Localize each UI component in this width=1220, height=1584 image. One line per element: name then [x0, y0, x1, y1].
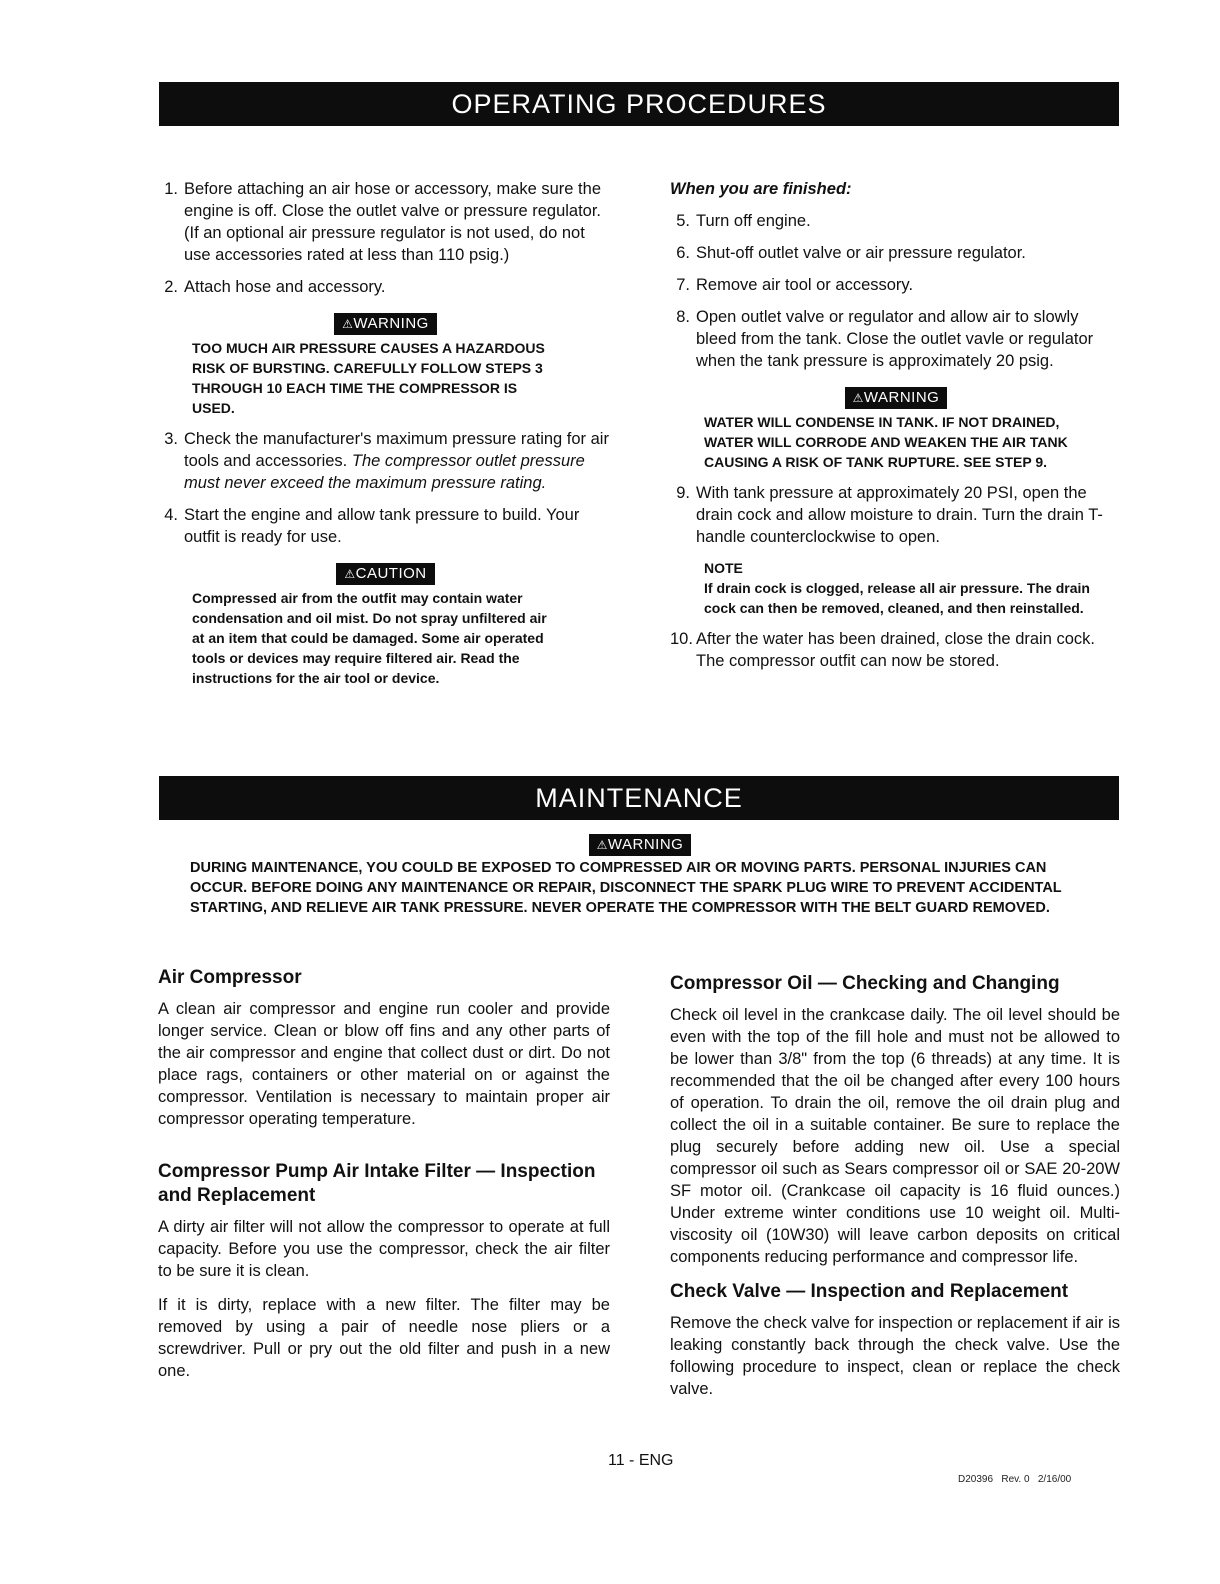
note-text: If drain cock is clogged, release all air pressure. The drain cock can then be removed, cleaned, and then reinstalled.: [704, 580, 1090, 616]
step-2: 2 . Attach hose and accessory.: [158, 276, 613, 298]
maintenance-warning: ⚠WARNING DURING MAINTENANCE, YOU COULD BE EXPOSED TO COMPRESSED AIR OR MOVING PARTS. PERSONAL INJURIES CAN OCCUR. BEFORE DOING ANY MAINTENANCE OR REPAIR, DISCONNECT THE SPARK PLUG WIRE TO PREVENT ACCIDENTAL STARTING, AND RELIEVE AIR TANK PRESSURE. NEVER OPERATE THE COMPRESSOR WITH THE BELT GUARD REMOVED.: [190, 834, 1090, 918]
step-1: 1 . Before attaching an air hose or accessory, make sure the engine is off. Close the outlet valve or pressure regulator. (If an optional air pressure regulator is not used, do not use accessories rated at less than 110 psig.): [158, 178, 613, 266]
page-number: 11 - ENG: [608, 1452, 674, 1469]
caution-triangle-icon: ⚠: [344, 567, 356, 581]
operating-right-column: [670, 178, 1122, 682]
drain-note: [670, 558, 1122, 618]
step-3: 3 . Check the manufacturer's maximum pressure rating for air tools and accessories. The compressor outlet pressure must never exceed the maximum pressure rating.: [158, 428, 613, 494]
document-id: D20396 Rev. 0 2/16/00: [958, 1474, 1072, 1485]
operating-procedures-banner: [159, 82, 1119, 126]
operating-procedures-title: OPERATING PROCEDURES: [451, 89, 827, 119]
warning-text-2: WATER WILL CONDENSE IN TANK. IF NOT DRAINED, WATER WILL CORRODE AND WEAKEN THE AIR TANK CAUSING A RISK OF TANK RUPTURE. SEE STEP 9.: [704, 414, 1068, 470]
intake-filter-text-1: A dirty air filter will not allow the compressor to operate at full capacity. Before you use the compressor, check the air filter to be sure it is clean.: [158, 1218, 610, 1280]
warning-triangle-icon: ⚠: [852, 391, 864, 405]
compressor-oil-heading: Compressor Oil — Checking and Changing: [670, 973, 1060, 994]
finished-heading: When you are finished:: [670, 180, 852, 198]
intake-filter-text-2: If it is dirty, replace with a new filter. The filter may be removed by using a pair of needle nose pliers or a screwdriver. Pull or pry out the old filter and push in a new one.: [158, 1296, 610, 1380]
maintenance-left-column: [158, 966, 610, 1394]
warning-label-2: ⚠WARNING: [670, 386, 1122, 409]
step-8: 8 . Open outlet valve or regulator and allow air to slowly bleed from the tank. Close the outlet vavle or regulator when the tank pressure is approximately 20 psig.: [670, 306, 1122, 372]
operating-left-column: [158, 178, 613, 688]
step-5: 5 . Turn off engine.: [670, 210, 1122, 232]
air-compressor-heading: Air Compressor: [158, 967, 302, 988]
warning-label-1: ⚠WARNING: [158, 312, 613, 335]
step-10: 10 . After the water has been drained, close the drain cock. The compressor outfit can now be stored.: [670, 628, 1122, 672]
caution-label: ⚠CAUTION: [158, 562, 613, 585]
maintenance-title: MAINTENANCE: [535, 783, 743, 813]
maintenance-warning-text: DURING MAINTENANCE, YOU COULD BE EXPOSED TO COMPRESSED AIR OR MOVING PARTS. PERSONAL INJURIES CAN OCCUR. BEFORE DOING ANY MAINTENANCE OR REPAIR, DISCONNECT THE SPARK PLUG WIRE TO PREVENT ACCIDENTAL STARTING, AND RELIEVE AIR TANK PRESSURE. NEVER OPERATE THE COMPRESSOR WITH THE BELT GUARD REMOVED.: [190, 860, 1062, 916]
maintenance-right-column: [670, 972, 1120, 1412]
step-7: 7 . Remove air tool or accessory.: [670, 274, 1122, 296]
step-9: 9 . With tank pressure at approximately 20 PSI, open the drain cock and allow moisture to drain. Turn the drain T-handle counterclockwise to open.: [670, 482, 1122, 548]
check-valve-text: Remove the check valve for inspection or replacement if air is leaking constantly back through the check valve. Use the following procedure to inspect, clean or replace the check valve.: [670, 1314, 1120, 1398]
air-compressor-text: A clean air compressor and engine run cooler and provide longer service. Clean or blow off fins and any other parts of the air compressor and engine that collect dust or dirt. Do not place rags, containers or other material on or against the compressor. Ventilation is necessary to maintain proper air compressor operating temperature.: [158, 1000, 610, 1128]
intake-filter-heading: Compressor Pump Air Intake Filter — Inspection and Replacement: [158, 1161, 596, 1206]
maintenance-banner: [159, 776, 1119, 820]
warning-text-1: TOO MUCH AIR PRESSURE CAUSES A HAZARDOUS RISK OF BURSTING. CAREFULLY FOLLOW STEPS 3 THROUGH 10 EACH TIME THE COMPRESSOR IS USED.: [192, 340, 545, 416]
step-6: 6 . Shut-off outlet valve or air pressure regulator.: [670, 242, 1122, 264]
warning-triangle-icon: ⚠: [596, 838, 608, 852]
warning-triangle-icon: ⚠: [342, 317, 354, 331]
caution-text: Compressed air from the outfit may contain water condensation and oil mist. Do not spray unfiltered air at an item that could be damaged. Some air operated tools or devices may require filtered air. Read the instructions for the air tool or device.: [192, 590, 547, 686]
check-valve-heading: Check Valve — Inspection and Replacement: [670, 1281, 1069, 1302]
step-4: 4 . Start the engine and allow tank pressure to build. Your outfit is ready for use.: [158, 504, 613, 548]
compressor-oil-text: Check oil level in the crankcase daily. The oil level should be even with the top of the fill hole and must not be allowed to be lower than 3/8" from the top (6 threads) at any time. It is recommended that the oil be changed after every 100 hours of operation. To drain the oil, remove the oil drain plug and collect the oil in a suitable container. Be sure to replace the plug securely before adding new oil. Use a special compressor oil such as Sears compressor oil or SAE 20-20W SF motor oil. (Crankcase oil capacity is 16 fluid ounces.) Under extreme winter conditions use 10 weight oil. Multi-viscosity oil (10W30) will leave carbon deposits on critical components reducing performance and compressor life.: [670, 1006, 1120, 1266]
note-heading: NOTE: [704, 560, 743, 576]
